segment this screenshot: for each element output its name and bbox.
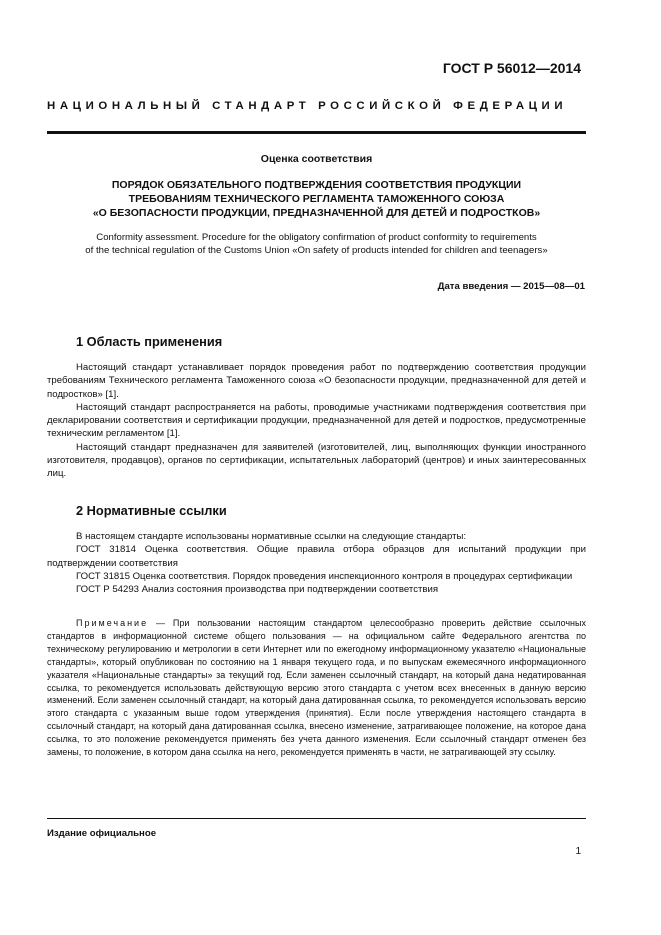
national-standard-heading: НАЦИОНАЛЬНЫЙ СТАНДАРТ РОССИЙСКОЙ ФЕДЕРАЦИИ xyxy=(47,100,568,112)
section-1-paragraph: Настоящий стандарт предназначен для заявителей (изготовителей, лиц, выполняющих функции иностранного изготовителя, продавцов), органов по сертификации, испытательных лабораторий (центров) и иных заинтересованных лиц. xyxy=(47,441,586,480)
header-rule xyxy=(47,131,586,134)
note-label: Примечание xyxy=(76,618,149,628)
page-number: 1 xyxy=(575,846,581,857)
title-subject: Оценка соответствия xyxy=(260,153,373,165)
title-russian-line: «О БЕЗОПАСНОСТИ ПРОДУКЦИИ, ПРЕДНАЗНАЧЕННОЙ ДЛЯ ДЕТЕЙ И ПОДРОСТКОВ» xyxy=(92,207,541,219)
title-russian xyxy=(47,178,586,220)
title-english xyxy=(47,231,586,257)
note-text: — При пользовании настоящим стандартом целесообразно проверить действие ссылочных стандартов в информационной системе общего пользования — на официальном сайте Федерального агентства по техническому регулированию и метрологии в сети Интернет или по ежегодному информационному указателю «Национальные стандарты», который опубликован по состоянию на 1 января текущего года, и по выпускам ежемесячного информационного указателя «Национальные стандарты» за текущий год. Если заменен ссылочный стандарт, на который дана недатированная ссылка, то рекомендуется использовать действующую версию этого стандарта с учетом всех внесенных в данную версию изменений. Если заменен ссылочный стандарт, на который дана датированная ссылка, то рекомендуется использовать версию этого стандарта с указанным выше годом утверждения (принятия). Если после утверждения настоящего стандарта в ссылочный стандарт, на который дана датированная ссылка, внесено изменение, затрагивающее положение, на которое дана ссылка, то это положение рекомендуется применять без учета данного изменения. Если ссылочный стандарт отменен без замены, то положение, в котором дана ссылка на него, рекомендуется применять в части, не затрагивающей эту ссылку. xyxy=(47,618,586,758)
footer-rule xyxy=(47,818,586,819)
section-1-paragraph: Настоящий стандарт распространяется на работы, проводимые участниками подтверждения соответствия при декларировании соответствия и сертификации продукции, предназначенной для детей и подростков, предусмотренные техническим регламентом [1]. xyxy=(47,401,586,440)
references-note xyxy=(47,617,586,759)
normative-reference: ГОСТ Р 54293 Анализ состояния производства при подтверждении соответствия xyxy=(76,584,439,596)
normative-reference: ГОСТ 31814 Оценка соответствия. Общие правила отбора образцов для испытаний продукции при подтверждении соответствия xyxy=(47,544,586,569)
section-2-body xyxy=(47,530,586,596)
title-russian-line: ПОРЯДОК ОБЯЗАТЕЛЬНОГО ПОДТВЕРЖДЕНИЯ СООТВЕТСТВИЯ ПРОДУКЦИИ xyxy=(111,179,522,191)
normative-reference: ГОСТ 31815 Оценка соответствия. Порядок проведения инспекционного контроля в процедурах сертификации xyxy=(76,570,573,582)
introduction-date: Дата введения — 2015—08—01 xyxy=(437,281,585,292)
section-2-paragraph: В настоящем стандарте использованы нормативные ссылки на следующие стандарты: xyxy=(76,531,467,542)
section-2-title: 2 Нормативные ссылки xyxy=(76,503,227,518)
section-1-paragraph: Настоящий стандарт устанавливает порядок проведения работ по подтверждению соответствия продукции требованиям Технического регламента Таможенного союза «О безопасности продукции, предназначенной для детей и подростков» [1]. xyxy=(47,362,586,400)
title-english-line: of the technical regulation of the Customs Union «On safety of products intended for children and teenagers» xyxy=(85,245,548,256)
section-1-body xyxy=(47,361,586,481)
title-russian-line: ТРЕБОВАНИЯМ ТЕХНИЧЕСКОГО РЕГЛАМЕНТА ТАМОЖЕННОГО СОЮЗА xyxy=(128,193,505,205)
section-1-title: 1 Область применения xyxy=(76,334,223,349)
gost-number: ГОСТ Р 56012—2014 xyxy=(442,60,581,76)
title-english-line: Conformity assessment. Procedure for the obligatory confirmation of product conformity to requirements xyxy=(96,232,537,243)
official-edition-label: Издание официальное xyxy=(47,828,157,839)
